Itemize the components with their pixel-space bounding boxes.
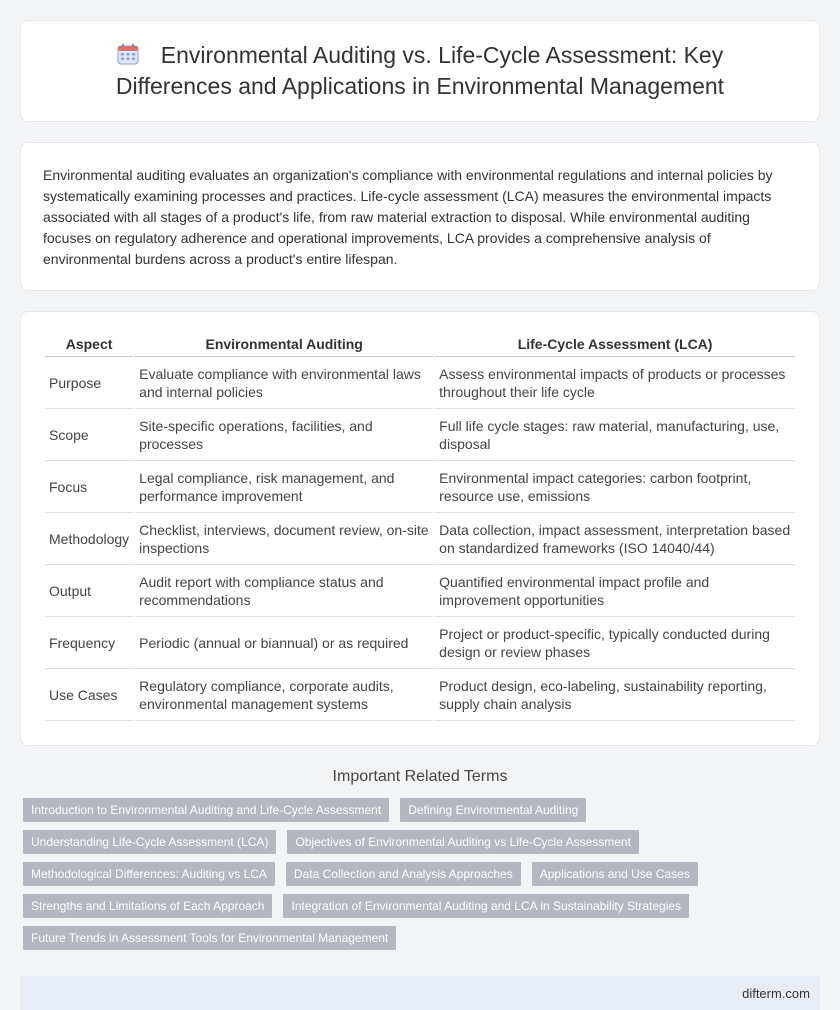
aspect-cell: Methodology [45, 515, 133, 565]
lca-cell: Environmental impact categories: carbon footprint, resource use, emissions [435, 463, 795, 513]
table-row [45, 619, 795, 669]
comparison-table [43, 330, 797, 723]
auditing-cell: Evaluate compliance with environmental laws and internal policies [135, 359, 433, 409]
table-row [45, 411, 795, 461]
column-header: Life-Cycle Assessment (LCA) [435, 332, 795, 357]
lca-cell: Quantified environmental impact profile and improvement opportunities [435, 567, 795, 617]
table-header-row [45, 332, 795, 357]
lca-cell: Product design, eco-labeling, sustainability reporting, supply chain analysis [435, 671, 795, 721]
related-term-tag[interactable]: Data Collection and Analysis Approaches [286, 862, 521, 886]
table-row [45, 463, 795, 513]
related-term-tag[interactable]: Integration of Environmental Auditing and LCA in Sustainability Strategies [283, 894, 689, 918]
related-term-tag[interactable]: Understanding Life-Cycle Assessment (LCA) [23, 830, 276, 854]
related-term-tag[interactable]: Methodological Differences: Auditing vs LCA [23, 862, 275, 886]
table-row [45, 567, 795, 617]
table-row [45, 515, 795, 565]
aspect-cell: Scope [45, 411, 133, 461]
footer [20, 976, 820, 1010]
related-term-tag[interactable]: Applications and Use Cases [532, 862, 698, 886]
footer-site-link[interactable]: difterm.com [742, 985, 810, 1001]
auditing-cell: Site-specific operations, facilities, and processes [135, 411, 433, 461]
column-header: Environmental Auditing [135, 332, 433, 357]
table-row [45, 671, 795, 721]
related-term-tag[interactable]: Strengths and Limitations of Each Approach [23, 894, 272, 918]
related-terms-heading: Important Related Terms [332, 768, 508, 785]
aspect-cell: Focus [45, 463, 133, 513]
intro-card [20, 142, 820, 291]
auditing-cell: Regulatory compliance, corporate audits, environmental management systems [135, 671, 433, 721]
related-term-tag[interactable]: Objectives of Environmental Auditing vs Life-Cycle Assessment [287, 830, 638, 854]
title-card [20, 20, 820, 122]
auditing-cell: Legal compliance, risk management, and performance improvement [135, 463, 433, 513]
aspect-cell: Use Cases [45, 671, 133, 721]
related-terms-list [20, 798, 820, 958]
intro-paragraph: Environmental auditing evaluates an organization's compliance with environmental regulations and internal policies by systematically examining processes and practices. Life-cycle assessment (LCA) measures the environmental impacts associated with all stages of a product's life, from raw material extraction to disposal. While environmental auditing focuses on regulatory adherence and operational improvements, LCA provides a comprehensive analysis of environmental burdens across a product's entire lifespan. [43, 167, 773, 267]
page-title [21, 40, 819, 102]
auditing-cell: Checklist, interviews, document review, on-site inspections [135, 515, 433, 565]
calendar-icon [117, 42, 139, 64]
aspect-cell: Output [45, 567, 133, 617]
related-term-tag[interactable]: Introduction to Environmental Auditing and Life-Cycle Assessment [23, 798, 389, 822]
auditing-cell: Audit report with compliance status and recommendations [135, 567, 433, 617]
table-row [45, 359, 795, 409]
lca-cell: Project or product-specific, typically conducted during design or review phases [435, 619, 795, 669]
aspect-cell: Frequency [45, 619, 133, 669]
lca-cell: Full life cycle stages: raw material, manufacturing, use, disposal [435, 411, 795, 461]
aspect-cell: Purpose [45, 359, 133, 409]
auditing-cell: Periodic (annual or biannual) or as required [135, 619, 433, 669]
related-term-tag[interactable]: Future Trends in Assessment Tools for Environmental Management [23, 926, 396, 950]
lca-cell: Data collection, impact assessment, interpretation based on standardized frameworks (ISO 14040/44) [435, 515, 795, 565]
related-term-tag[interactable]: Defining Environmental Auditing [400, 798, 586, 822]
page-title-text: Environmental Auditing vs. Life-Cycle Assessment: Key Differences and Applications in Environmental Management [115, 42, 725, 99]
column-header: Aspect [45, 332, 133, 357]
lca-cell: Assess environmental impacts of products or processes throughout their life cycle [435, 359, 795, 409]
comparison-card [20, 311, 820, 746]
